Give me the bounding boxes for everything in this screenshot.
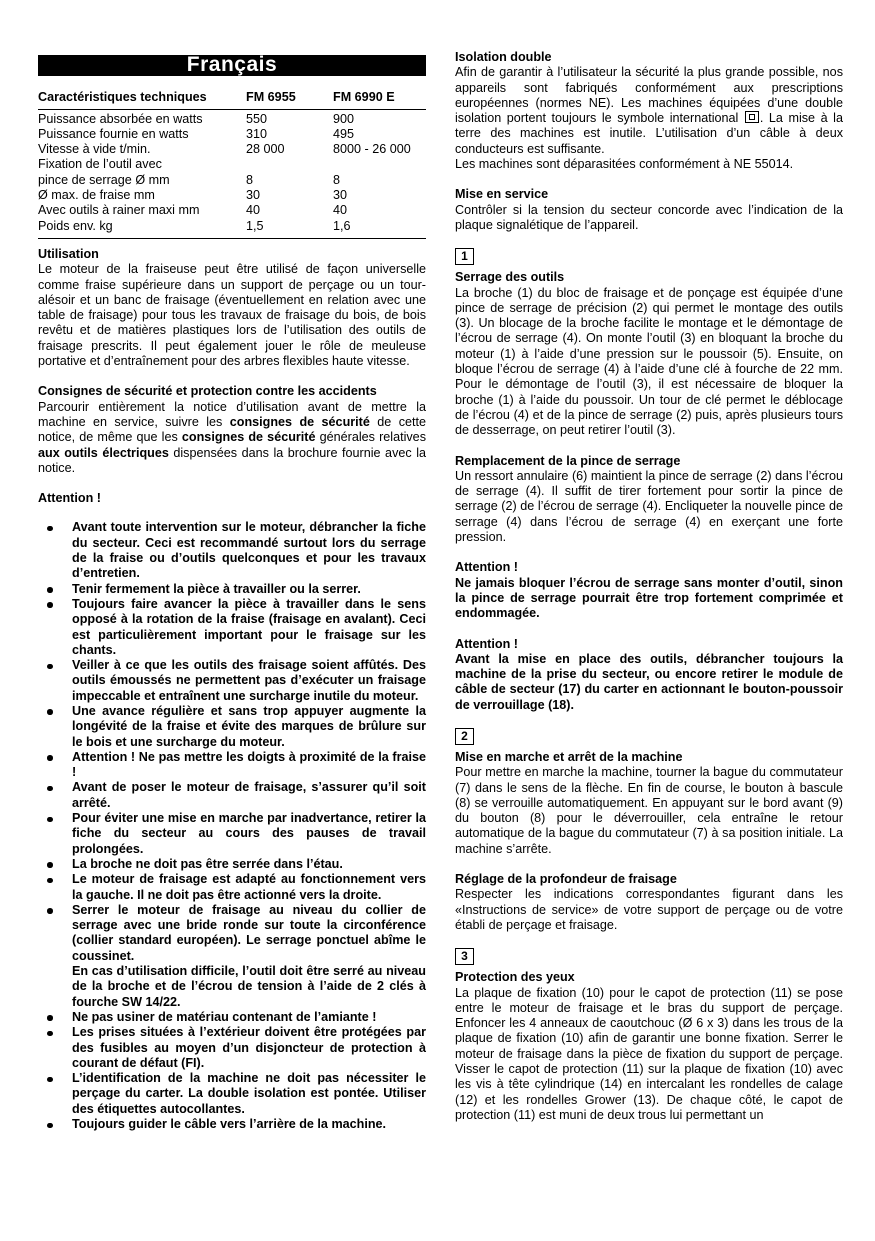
reglage-body: Respecter les indications correspondantes figurant dans les «Instructions de service» de votre support de perçage ou de votre établi de perçage et fraisage. [455,887,843,932]
bullet-item: Avant toute intervention sur le moteur, débrancher la fiche du secteur. Ceci est recommandé surtout lors du serrage de la fraise ou d’outils quelconques et pour les travaux d’entretien. [38,520,426,581]
safety-bullet-list [38,520,426,1132]
specs-header-model-1: FM 6955 [246,90,296,105]
section-heading-attention-2: Attention ! [455,636,518,651]
section-heading-protection: Protection des yeux [455,970,575,985]
figure-ref-2: 2 [455,728,474,745]
bullet-item: Le moteur de fraisage est adapté au fonctionnement vers la gauche. Il ne doit pas être actionné vers la droite. [38,872,426,903]
section-heading-remplacement: Remplacement de la pince de serrage [455,453,681,468]
section-heading-isolation: Isolation double [455,50,552,64]
bullet-item: Une avance régulière et sans trop appuyer augmente la longévité de la fraise et évite des marques de brûlure sur le bois et une surcharge du moteur. [38,704,426,750]
consignes-body: Parcourir entièrement la notice d’utilisation avant de mettre la machine en service, suivre les consignes de sécurité de cette notice, de même que les consignes de sécurité générales relatives aux outils électriques dispensées dans la brochure fournie avec la notice. [38,399,426,475]
section-heading-consignes: Consignes de sécurité et protection contre les accidents [38,384,377,399]
specs-table-header [38,90,426,109]
bullet-item: La broche ne doit pas être serrée dans l’étau. [38,857,426,872]
bullet-item: Attention ! Ne pas mettre les doigts à proximité de la fraise ! [38,750,426,781]
figure-ref-3: 3 [455,948,474,965]
section-heading-utilisation: Utilisation [38,246,99,261]
section-heading-mise-en-service: Mise en service [455,187,549,202]
left-column [38,50,426,1132]
bullet-item: Toujours guider le câble vers l’arrière de la machine. [38,1117,426,1132]
isolation-body-2: Les machines sont déparasitées conformément à NE 55014. [455,157,794,172]
bullet-item: Veiller à ce que les outils des fraisage soient affûtés. Des outils émoussés ne permettent pas d’exécuter un fraisage impeccable et entraînent une surcharge inutile du moteur. [38,658,426,704]
table-row: Vitesse à vide t/min. 28 000 8000 - 26 000 [38,142,411,157]
language-banner: Français [38,55,426,76]
table-row: Puissance fournie en watts 310 495 [38,126,355,141]
utilisation-body: Le moteur de la fraiseuse peut être utilisé de façon universelle comme fraise supérieure dans un support de perçage ou un tour-alésoir et un banc de fraisage (éventuellement en relation avec une table de fraisage) pour tous les travaux de fraisage du bois, de bois revêtu et de matières plastiques lors de l’utilisation des outils de fraisage prescrits. Il peut également jouer le rôle de meuleuse portative et d’entraînement pour des arbres flexibles haute vitesse. [38,262,426,369]
bullet-item: Toujours faire avancer la pièce à travailler dans le sens opposé à la rotation de la fraise (fraisage en avalant). Ceci est particulièrement important pour le fraisage sur les chants. [38,597,426,658]
figure-ref-1: 1 [455,248,474,265]
section-heading-reglage: Réglage de la profondeur de fraisage [455,872,677,887]
table-row: Fixation de l’outil avec [38,157,162,172]
bullet-item: Les prises situées à l’extérieur doivent être protégées par des fusibles au moyen d’un disjoncteur de protection à courant de défaut (FI). [38,1025,426,1071]
bullet-continuation: En cas d’utilisation difficile, l’outil doit être serré au niveau de la broche et de l’écrou de tension à l’aide de 2 clés à fourche SW 14/22. [72,964,426,1009]
table-row: Poids env. kg 1,5 1,6 [38,218,351,233]
section-heading-attention-1: Attention ! [455,560,518,575]
bullet-item: L’identification de la machine ne doit pas nécessiter le perçage du carter. La double isolation est pontée. Utiliser des étiquettes autocollantes. [38,1071,426,1117]
specs-header-model-2: FM 6990 E [333,90,395,105]
specs-header-label: Caractéristiques techniques [38,90,207,105]
serrage-body: La broche (1) du bloc de fraisage et de ponçage est équipée d’une pince de serrage de précision (2) qui permet le montage des outils (3). Un blocage de la broche facilite le montage et le démontage de l’écrou de serrage (4). On monte l’outil (3) en bloquant la broche du moteur (1) à l’aide d’une pression sur le poussoir (5). Ensuite, on bloque l’écrou de serrage (4) à l’aide d’une clé à fourche de 22 mm. Pour le démontage de l’outil (3), il est nécessaire de bloquer la broche (1) à l’aide du poussoir. Un tour de clé permet le déblocage de l’écrou (4) et de la pince de serrage (2) puis, après plusieurs tours de desserrage, on peut retirer l’outil (3). [455,285,843,438]
attention-1-body: Ne jamais bloquer l’écrou de serrage sans monter d’outil, sinon la pince de serrage pourrait être trop fortement comprimée et endommagée. [455,575,843,621]
table-row: Avec outils à rainer maxi mm 40 40 [38,203,348,218]
double-insulation-icon [745,111,759,123]
marche-arret-body: Pour mettre en marche la machine, tourner la bague du commutateur (7) dans le sens de la flèche. En fin de course, le bouton à bascule (8) se verrouille automatiquement. En appuyant sur le bord avant (9) du bouton (8) pour le déverrouiller, cela entraîne le retour automatique de la bague du commutateur (7) à sa position initiale. La machine s’arrête. [455,765,843,856]
table-row: Ø max. de fraise mm 30 30 [38,188,348,203]
specs-table-body [38,110,426,239]
protection-body: La plaque de fixation (10) pour le capot de protection (11) se pose entre le moteur de fraisage et le bras du support de perçage. Enfoncer les 4 anneaux de caoutchouc (Ø 6 x 3) dans les trous de la plaque de fixation (10) afin de garantir une bonne fixation. Serrer le moteur de fraisage dans la pièce de fixation du support de perçage. Visser le capot de protection (11) sur la plaque de fixation (10) avec les vis à tête cylindrique (14) en intercalant les rondelles de calage (12) et les rondelles Grower (13). De chaque côté, le capot de protection (11) est muni de deux trous lui permettant un [455,985,843,1122]
bullet-item: Avant de poser le moteur de fraisage, s’assurer qu’il soit arrêté. [38,780,426,811]
mise-en-service-body: Contrôler si la tension du secteur concorde avec l’indication de la plaque signalétique de l’appareil. [455,202,843,232]
specs-table [38,90,426,239]
right-column [455,50,843,1132]
bullet-item: Ne pas usiner de matériau contenant de l’amiante ! [38,1010,426,1025]
section-heading-marche-arret: Mise en marche et arrêt de la machine [455,749,683,764]
table-row: pince de serrage Ø mm 8 8 [38,172,341,187]
section-heading-attention: Attention ! [38,491,101,506]
bullet-item: Tenir fermement la pièce à travailler ou la serrer. [38,582,426,597]
section-heading-serrage: Serrage des outils [455,270,565,285]
bullet-item: Serrer le moteur de fraisage au niveau du collier de serrage avec une bride ronde sur toute la circonférence (collier standard européen). Le serrage ponctuel abîme le coussinet. En cas d’utilisation difficile, l’outil doit être serré au niveau de la broche et de l’écrou de tension à l’aide de 2 clés à fourche SW 14/22. [38,903,426,1010]
bullet-item: Pour éviter une mise en marche par inadvertance, retirer la fiche du secteur au cours des pauses de travail prolongées. [38,811,426,857]
isolation-body: Afin de garantir à l’utilisateur la sécurité la plus grande possible, nos appareils sont fabriqués conformément aux prescriptions européennes (normes NE). Les machines équipées d’une double isolation portent toujours le symbole international . La mise à la terre des machines est inutile. L’utilisation d’un câble à deux conducteurs est suffisante. [455,65,843,156]
remplacement-body: Un ressort annulaire (6) maintient la pince de serrage (2) dans l’écrou de serrage (4). Il suffit de tirer fortement pour sortir la pince de serrage (2) de l’écrou de serrage (4). Encliqueter la nouvelle pince de serrage (4) dans l’écrou de serrage (4) en exerçant une forte pression. [455,468,843,545]
attention-2-body: Avant la mise en place des outils, débrancher toujours la machine de la prise du secteur, ou encore retirer le module de câble de secteur (17) du carter en actionnant le bouton-poussoir de verrouillage (18). [455,651,843,712]
table-row: Puissance absorbée en watts 550 900 [38,111,355,126]
